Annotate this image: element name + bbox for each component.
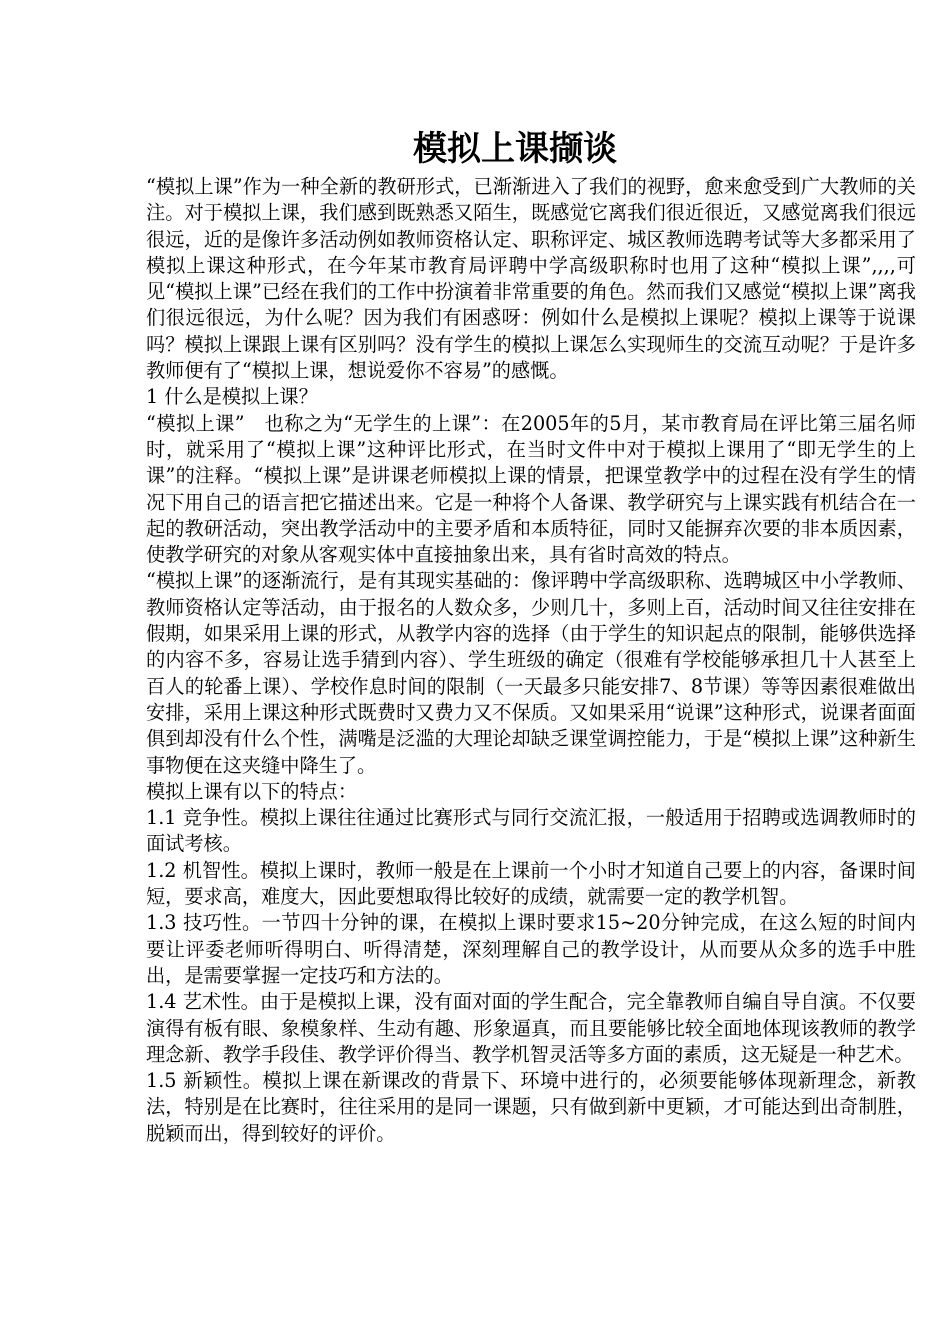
paragraph-feature-competitive: 1.1 竞争性。模拟上课往往通过比赛形式与同行交流汇报，一般适用于招聘或选调教师时的面试考核。 xyxy=(146,806,916,856)
section-heading-what-is: 1 什么是模拟上课？ xyxy=(146,385,318,409)
document-title: 模拟上课撷谈 xyxy=(413,129,617,169)
paragraph-definition: “模拟上课” 也称之为“无学生的上课”：在2005年的5月，某市教育局在评比第三届名师时，就采用了“模拟上课”这种评比形式，在当时文件中对于模拟上课用了“即无学生的上课”的注释。“模拟上课”是讲课老师模拟上课的情景，把课堂教学中的过程在没有学生的情况下用自己的语言把它描述出来。它是一种将个人备课、教学研究与上课实践有机结合在一起的教研活动，突出教学活动中的主要矛盾和本质特征，同时又能摒弃次要的非本质因素，使教学研究的对象从客观实体中直接抽象出来，具有省时高效的特点。 xyxy=(146,411,916,567)
paragraph-intro: “模拟上课”作为一种全新的教研形式，已渐渐进入了我们的视野，愈来愈受到广大教师的关注。对于模拟上课，我们感到既熟悉又陌生，既感觉它离我们很近很近，又感觉离我们很远很远，近的是像许多活动例如教师资格认定、职称评定、城区教师选聘考试等大多都采用了模拟上课这种形式，在今年某市教育局评聘中学高级职称时也用了这种“模拟上课”,,,,可见“模拟上课”已经在我们的工作中扮演着非常重要的角色。然而我们又感觉“模拟上课”离我们很远很远，为什么呢？因为我们有困惑呀：例如什么是模拟上课呢？模拟上课等于说课吗？模拟上课跟上课有区别吗？没有学生的模拟上课怎么实现师生的交流互动呢？于是许多教师便有了“模拟上课，想说爱你不容易”的感慨。 xyxy=(146,175,916,383)
paragraph-feature-wit: 1.2 机智性。模拟上课时，教师一般是在上课前一个小时才知道自己要上的内容，备课时间短，要求高，难度大，因此要想取得比较好的成绩，就需要一定的教学机智。 xyxy=(146,858,916,909)
paragraph-feature-novelty: 1.5 新颖性。模拟上课在新课改的背景下、环境中进行的，必须要能够体现新理念，新教法，特别是在比赛时，往往采用的是同一课题，只有做到新中更颖，才可能达到出奇制胜，脱颖而出，得到较好的评价。 xyxy=(146,1069,916,1145)
paragraph-feature-art: 1.4 艺术性。由于是模拟上课，没有面对面的学生配合，完全靠教师自编自导自演。不仅要演得有板有眼、象模象样、生动有趣、形象逼真，而且要能够比较全面地体现该教师的教学理念新、教学手段佳、教学评价得当、教学机智灵活等多方面的素质，这无疑是一种艺术。 xyxy=(146,990,916,1066)
paragraph-background: “模拟上课”的逐渐流行，是有其现实基础的：像评聘中学高级职称、选聘城区中小学教师、教师资格认定等活动，由于报名的人数众多，少则几十，多则上百，活动时间又往往安排在假期，如果采用上课的形式，从教学内容的选择（由于学生的知识起点的限制，能够供选择的内容不多，容易让选手猜到内容）、学生班级的确定（很难有学校能够承担几十人甚至上百人的轮番上课）、学校作息时间的限制（一天最多只能安排7、8节课）等等因素很难做出安排，采用上课这种形式既费时又费力又不保质。又如果采用“说课”这种形式，说课者面面俱到却没有什么个性，满嘴是泛滥的大理论却缺乏课堂调控能力，于是“模拟上课”这种新生事物便在这夹缝中降生了。 xyxy=(146,569,916,777)
paragraph-features-intro: 模拟上课有以下的特点： xyxy=(146,779,358,803)
document-body xyxy=(146,174,916,1147)
paragraph-feature-skill: 1.3 技巧性。一节四十分钟的课，在模拟上课时要求15~20分钟完成，在这么短的时间内要让评委老师听得明白、听得清楚，深刻理解自己的教学设计，从而要从众多的选手中胜出，是需要掌握一定技巧和方法的。 xyxy=(146,911,916,987)
